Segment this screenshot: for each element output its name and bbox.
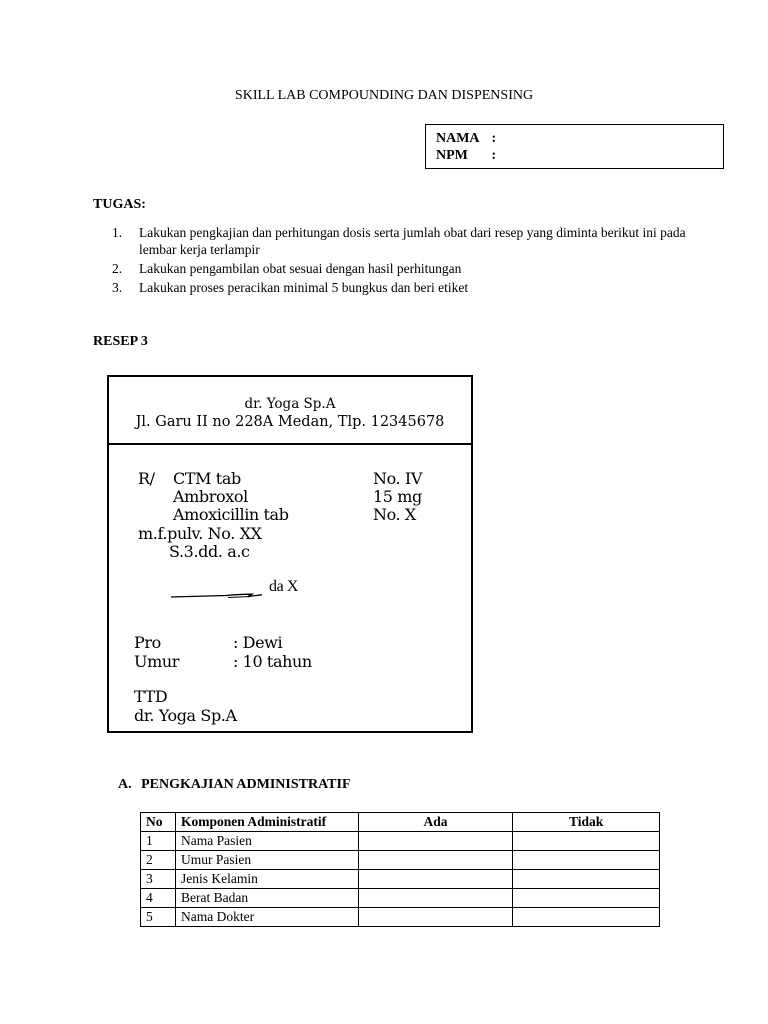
task-item	[112, 224, 692, 258]
nama-row	[436, 131, 496, 147]
table-row	[141, 832, 660, 851]
paraf-scribble	[170, 591, 264, 599]
section-a-heading	[118, 777, 351, 793]
row-component: Umur Pasien	[175, 851, 358, 870]
rx-compounding-instruction: m.f.pulv. No. XX	[138, 524, 262, 543]
row-number: 5	[141, 908, 176, 927]
task-item	[112, 279, 692, 296]
patient-pro-label: Pro	[134, 633, 161, 652]
rx-item-qty: No. X	[373, 505, 416, 524]
ada-cell[interactable]	[358, 851, 513, 870]
table-row	[141, 908, 660, 927]
resep-heading: RESEP 3	[93, 334, 148, 349]
student-id-box	[425, 124, 724, 169]
row-component: Jenis Kelamin	[175, 870, 358, 889]
row-component: Berat Badan	[175, 889, 358, 908]
table-row	[141, 889, 660, 908]
npm-row	[436, 148, 496, 164]
npm-label: NPM	[436, 148, 468, 163]
row-number: 2	[141, 851, 176, 870]
column-header: Komponen Administratif	[175, 813, 358, 832]
nama-separator: :	[491, 131, 497, 146]
tidak-cell[interactable]	[513, 908, 660, 927]
table-row	[141, 851, 660, 870]
rx-item-qty: 15 mg	[373, 487, 422, 506]
prescription-doctor: dr. Yoga Sp.A	[244, 396, 336, 412]
rx-item-name: Ambroxol	[173, 487, 248, 506]
ada-cell[interactable]	[358, 908, 513, 927]
task-item	[112, 260, 692, 277]
tidak-cell[interactable]	[513, 832, 660, 851]
rx-da: da X	[269, 578, 299, 595]
prescription-header	[109, 377, 471, 445]
prescription-address: Jl. Garu II no 228A Medan, Tlp. 12345678	[135, 414, 445, 430]
document-title: SKILL LAB COMPOUNDING DAN DISPENSING	[234, 88, 534, 103]
column-header: Ada	[358, 813, 513, 832]
patient-age-label: Umur	[134, 652, 180, 671]
task-number: 3.	[112, 280, 123, 295]
section-a-letter: A.	[118, 777, 132, 792]
row-component: Nama Dokter	[175, 908, 358, 927]
task-text: Lakukan proses peracikan minimal 5 bungkus dan beri etiket	[139, 280, 469, 295]
row-number: 1	[141, 832, 176, 851]
ada-cell[interactable]	[358, 870, 513, 889]
signature-name: dr. Yoga Sp.A	[134, 706, 237, 725]
table-header-row	[141, 813, 660, 832]
task-text: Lakukan pengambilan obat sesuai dengan hasil perhitungan	[139, 261, 462, 276]
row-number: 4	[141, 889, 176, 908]
npm-separator: :	[491, 148, 497, 163]
section-a-title: PENGKAJIAN ADMINISTRATIF	[141, 777, 351, 792]
tidak-cell[interactable]	[513, 889, 660, 908]
administrative-table	[140, 812, 660, 927]
table-row	[141, 870, 660, 889]
ada-cell[interactable]	[358, 889, 513, 908]
tidak-cell[interactable]	[513, 851, 660, 870]
task-number: 2.	[112, 261, 123, 276]
task-number: 1.	[112, 225, 123, 240]
prescription-card	[107, 375, 473, 733]
task-list	[112, 224, 692, 298]
tugas-heading: TUGAS:	[93, 197, 146, 212]
patient-age: : 10 tahun	[233, 652, 312, 671]
tidak-cell[interactable]	[513, 870, 660, 889]
rx-symbol: R/	[138, 469, 155, 488]
row-component: Nama Pasien	[175, 832, 358, 851]
rx-item-qty: No. IV	[373, 469, 422, 488]
column-header: No	[141, 813, 176, 832]
signature-label: TTD	[134, 687, 168, 706]
patient-name: : Dewi	[233, 633, 283, 652]
rx-item-name: CTM tab	[173, 469, 241, 488]
rx-signa: S.3.dd. a.c	[169, 542, 250, 561]
nama-label: NAMA	[436, 131, 480, 146]
task-text: Lakukan pengkajian dan perhitungan dosis serta jumlah obat dari resep yang diminta berikut ini pada lembar kerja terlampir	[139, 225, 686, 257]
rx-item-name: Amoxicillin tab	[173, 505, 289, 524]
column-header: Tidak	[513, 813, 660, 832]
row-number: 3	[141, 870, 176, 889]
ada-cell[interactable]	[358, 832, 513, 851]
